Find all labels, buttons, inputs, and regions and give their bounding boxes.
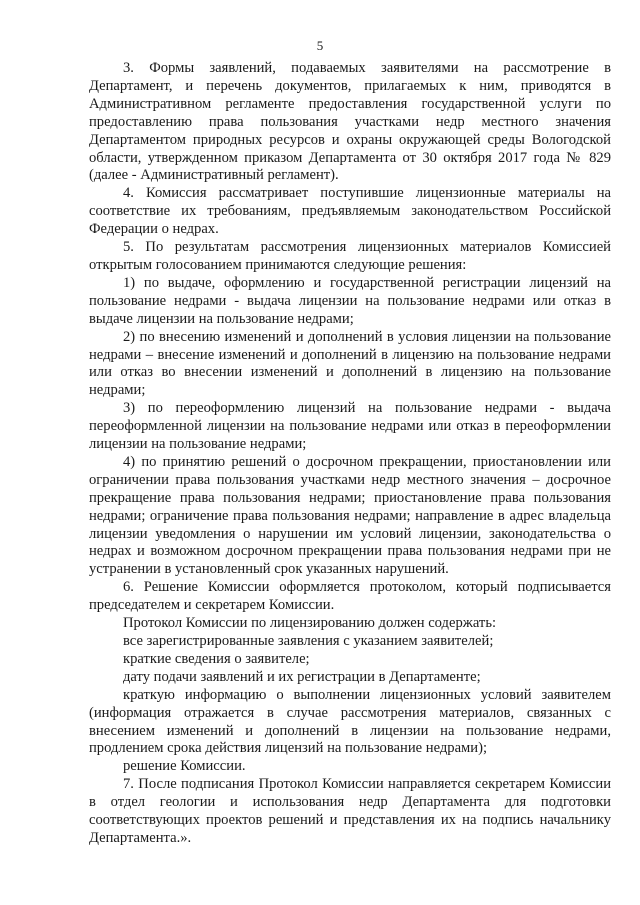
- protocol-contents-intro: Протокол Комиссии по лицензированию должен содержать:: [123, 615, 497, 632]
- paragraph-6-protocol: 6. Решение Комиссии оформляется протоколом, который подписывается председателем и секретарем Комиссии.: [89, 579, 611, 614]
- list-item-3-reissuance: 3) по переоформлению лицензий на пользование недрами - выдача переоформленной лицензии на пользование недрами или отказ в переоформлении лицензии на пользование недрами;: [89, 400, 611, 453]
- protocol-item-applicant-info: краткие сведения о заявителе;: [123, 650, 310, 667]
- list-item-1-issuance: 1) по выдаче, оформлению и государственной регистрации лицензий на пользование недрами - выдача лицензии на пользование недрами или отказ в выдаче лицензии на пользование недрами;: [89, 274, 611, 327]
- paragraph-7-after-signing: 7. После подписания Протокол Комиссии направляется секретарем Комиссии в отдел геологии и использования недр Департамента для подготовки соответствующих проектов решений и представления их на подпись начальнику Департамента.».: [89, 776, 611, 846]
- list-item-4-termination: 4) по принятию решений о досрочном прекращении, приостановлении или ограничении права пользования участками недр местного значения – досрочное прекращение права пользования недрами; приостановление права пользования недрами; ограничение права пользования недрами; направление в адрес владельца лицензии уведомления о нарушении им условий лицензии, законодательства о недрах и возможном досрочном прекращении права пользования недрами при не устранении в установленный срок указанных нарушений.: [89, 453, 611, 578]
- document-body: [89, 60, 611, 848]
- page-number: 5: [316, 38, 324, 53]
- protocol-item-registered-applications: все зарегистрированные заявления с указанием заявителей;: [123, 633, 494, 649]
- paragraph-4-commission-review: 4. Комиссия рассматривает поступившие лицензионные материалы на соответствие их требованиям, предъявляемым законодательством Российской Федерации о недрах.: [89, 185, 611, 238]
- protocol-item-license-conditions: краткую информацию о выполнении лицензионных условий заявителем (информация отражается в случае рассмотрения материалов, связанных с внесением изменений и дополнений в лицензии на пользование недрами, продлением срока действия лицензий на пользование недрами);: [89, 686, 611, 757]
- protocol-item-submission-date: дату подачи заявлений и их регистрации в Департаменте;: [123, 668, 481, 685]
- protocol-item-commission-decision: решение Комиссии.: [123, 758, 246, 775]
- list-item-2-amendments: 2) по внесению изменений и дополнений в условия лицензии на пользование недрами – внесение изменений и дополнений в лицензию на пользование недрами или отказ во внесении изменений и дополнений в лицензию на пользование недрами;: [89, 328, 611, 399]
- paragraph-5-decisions-intro: 5. По результатам рассмотрения лицензионных материалов Комиссией открытым голосованием принимаются следующие решения:: [89, 239, 611, 273]
- paragraph-3-application-forms: 3. Формы заявлений, подаваемых заявителями на рассмотрение в Департамент, и перечень документов, прилагаемых к ним, приводятся в Административном регламенте предоставления государственной услуги по предоставлению права пользования участками недр местного значения Департаментом природных ресурсов и охраны окружающей среды Вологодской области, утвержденном приказом Департамента от 30 октября 2017 года № 829 (далее - Административный регламент).: [89, 60, 611, 184]
